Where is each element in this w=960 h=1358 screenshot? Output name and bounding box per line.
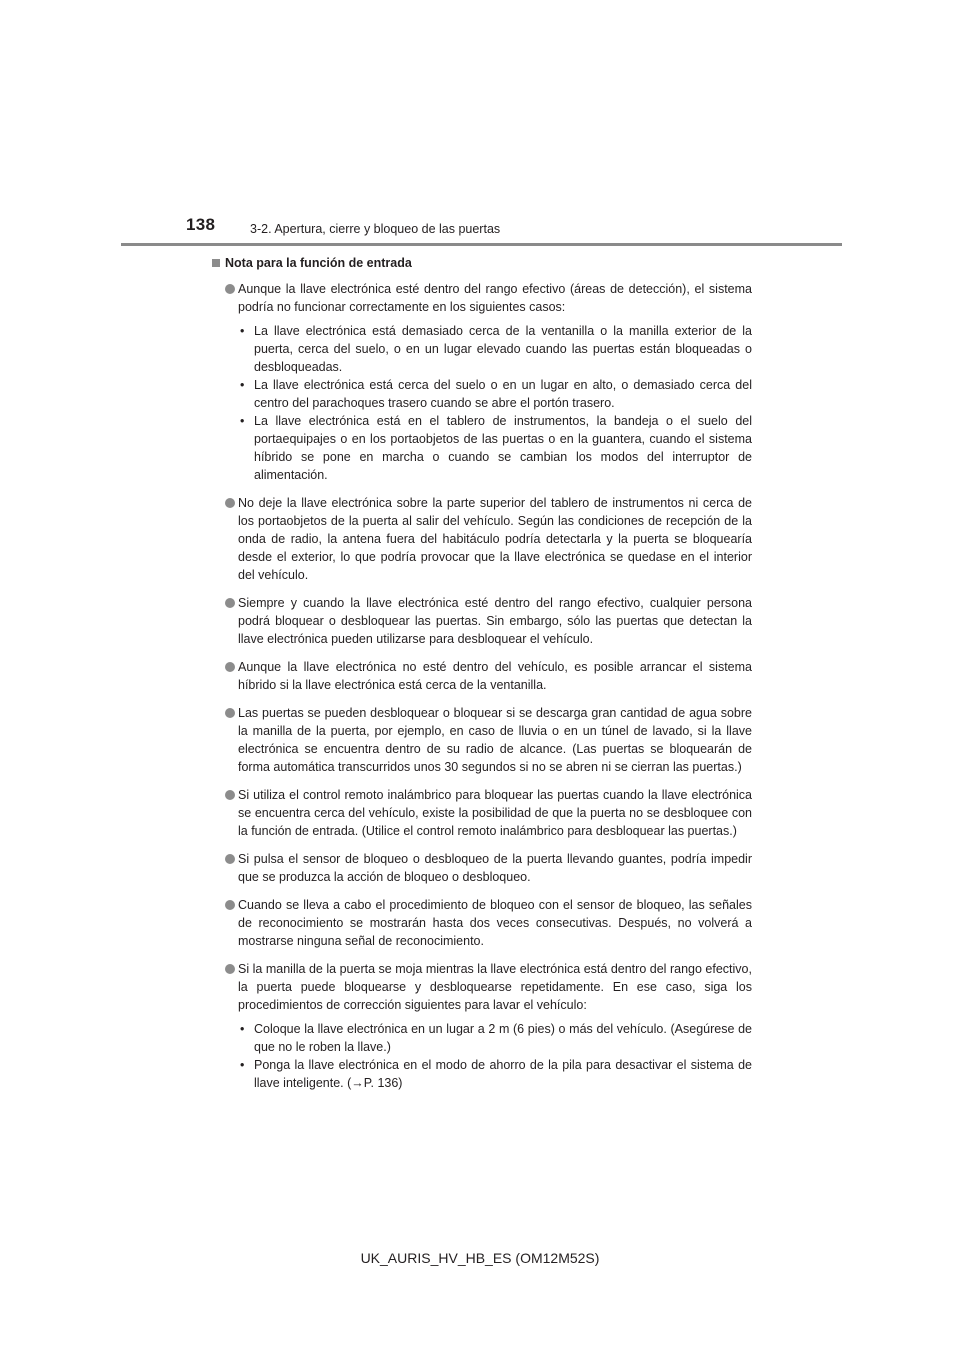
sub-list-item: • La llave electrónica está demasiado cerca de la ventanilla o la manilla exterior de la puerta, cerca del suelo, o en un lugar elevado cuando las puertas están bloqueadas o desbloqueadas. bbox=[238, 322, 752, 376]
section-heading bbox=[212, 254, 752, 272]
bullet-text: Las puertas se pueden desbloquear o bloquear si se descarga gran cantidad de agua sobre la manilla de la puerta, por ejemplo, en caso de lluvia o en un túnel de lavado, si la llave electrónica se encuentra dentro de su radio de alcance. (Las puertas se bloquearán de forma automática transcurridos unos 30 segundos si no se abren ni se cierran las puertas.) bbox=[238, 706, 752, 774]
circle-bullet-icon bbox=[225, 708, 235, 718]
bullet-text: Si la manilla de la puerta se moja mientras la llave electrónica está dentro del rango efectivo, la puerta puede bloquearse y desbloquearse repetidamente. En ese caso, siga los procedimientos de corrección siguientes para lavar el vehículo: bbox=[238, 962, 752, 1012]
bullet-item bbox=[212, 786, 752, 840]
sub-list-item: • Ponga la llave electrónica en el modo de ahorro de la pila para desactivar el sistema de llave inteligente. (→P. 136) bbox=[238, 1056, 752, 1092]
sub-list-item: • La llave electrónica está en el tablero de instrumentos, la bandeja o el suelo del portaequipajes o en los portaobjetos de las puertas o en la guantera, cuando el sistema híbrido se pone en marcha o cuando se cambian los modos del interruptor de alimentación. bbox=[238, 412, 752, 484]
page-content bbox=[212, 254, 752, 1102]
section-title-text: Nota para la función de entrada bbox=[225, 256, 412, 270]
circle-bullet-icon bbox=[225, 900, 235, 910]
bullet-text: Cuando se lleva a cabo el procedimiento de bloqueo con el sensor de bloqueo, las señales de reconocimiento se mostrarán hasta dos veces consecutivas. Después, no volverá a mostrarse ninguna señal de reconocimiento. bbox=[238, 898, 752, 948]
bullet-text: No deje la llave electrónica sobre la parte superior del tablero de instrumentos ni cerca de los portaobjetos de la puerta al salir del vehículo. Según las condiciones de recepción de la onda de radio, la antena fuera del habitáculo podría detectarla y la puerta se bloquearía desde el exterior, lo que podría provocar que la llave electrónica se quedase en el interior del vehículo. bbox=[238, 496, 752, 582]
bullet-item bbox=[212, 704, 752, 776]
bullet-item bbox=[212, 494, 752, 584]
circle-bullet-icon bbox=[225, 854, 235, 864]
bullet-item bbox=[212, 960, 752, 1092]
bullet-text: Aunque la llave electrónica no esté dentro del vehículo, es posible arrancar el sistema híbrido si la llave electrónica está cerca de la ventanilla. bbox=[238, 660, 752, 692]
bullet-item bbox=[212, 280, 752, 484]
sub-list-item: • Coloque la llave electrónica en un lugar a 2 m (6 pies) o más del vehículo. (Asegúrese de que no le roben la llave.) bbox=[238, 1020, 752, 1056]
document-code-footer: UK_AURIS_HV_HB_ES (OM12M52S) bbox=[360, 1250, 600, 1266]
bullet-text: Si pulsa el sensor de bloqueo o desbloqueo de la puerta llevando guantes, podría impedir que se produzca la acción de bloqueo o desbloqueo. bbox=[238, 852, 752, 884]
circle-bullet-icon bbox=[225, 498, 235, 508]
square-bullet-icon bbox=[212, 259, 220, 267]
bullet-item bbox=[212, 896, 752, 950]
page-number: 138 bbox=[186, 215, 216, 234]
circle-bullet-icon bbox=[225, 964, 235, 974]
bullet-item bbox=[212, 658, 752, 694]
bullet-item bbox=[212, 850, 752, 886]
circle-bullet-icon bbox=[225, 284, 235, 294]
chapter-header: 3-2. Apertura, cierre y bloqueo de las puertas bbox=[250, 222, 501, 236]
header-divider bbox=[121, 243, 842, 246]
sub-list bbox=[238, 1020, 752, 1092]
bullet-text: Siempre y cuando la llave electrónica esté dentro del rango efectivo, cualquier persona podrá bloquear o desbloquear las puertas. Sin embargo, sólo las puertas que detectan la llave electrónica pueden utilizarse para desbloquear el vehículo. bbox=[238, 596, 752, 646]
circle-bullet-icon bbox=[225, 598, 235, 608]
circle-bullet-icon bbox=[225, 662, 235, 672]
circle-bullet-icon bbox=[225, 790, 235, 800]
sub-list bbox=[238, 322, 752, 484]
bullet-text: Aunque la llave electrónica esté dentro del rango efectivo (áreas de detección), el sistema podría no funcionar correctamente en los siguientes casos: bbox=[238, 282, 752, 314]
bullet-text: Si utiliza el control remoto inalámbrico para bloquear las puertas cuando la llave electrónica se encuentra cerca del vehículo, existe la posibilidad de que la puerta no se desbloquee con la función de entrada. (Utilice el control remoto inalámbrico para desbloquear las puertas.) bbox=[238, 788, 752, 838]
bullet-item bbox=[212, 594, 752, 648]
sub-list-item: • La llave electrónica está cerca del suelo o en un lugar en alto, o demasiado cerca del centro del parachoques trasero cuando se abre el portón trasero. bbox=[238, 376, 752, 412]
